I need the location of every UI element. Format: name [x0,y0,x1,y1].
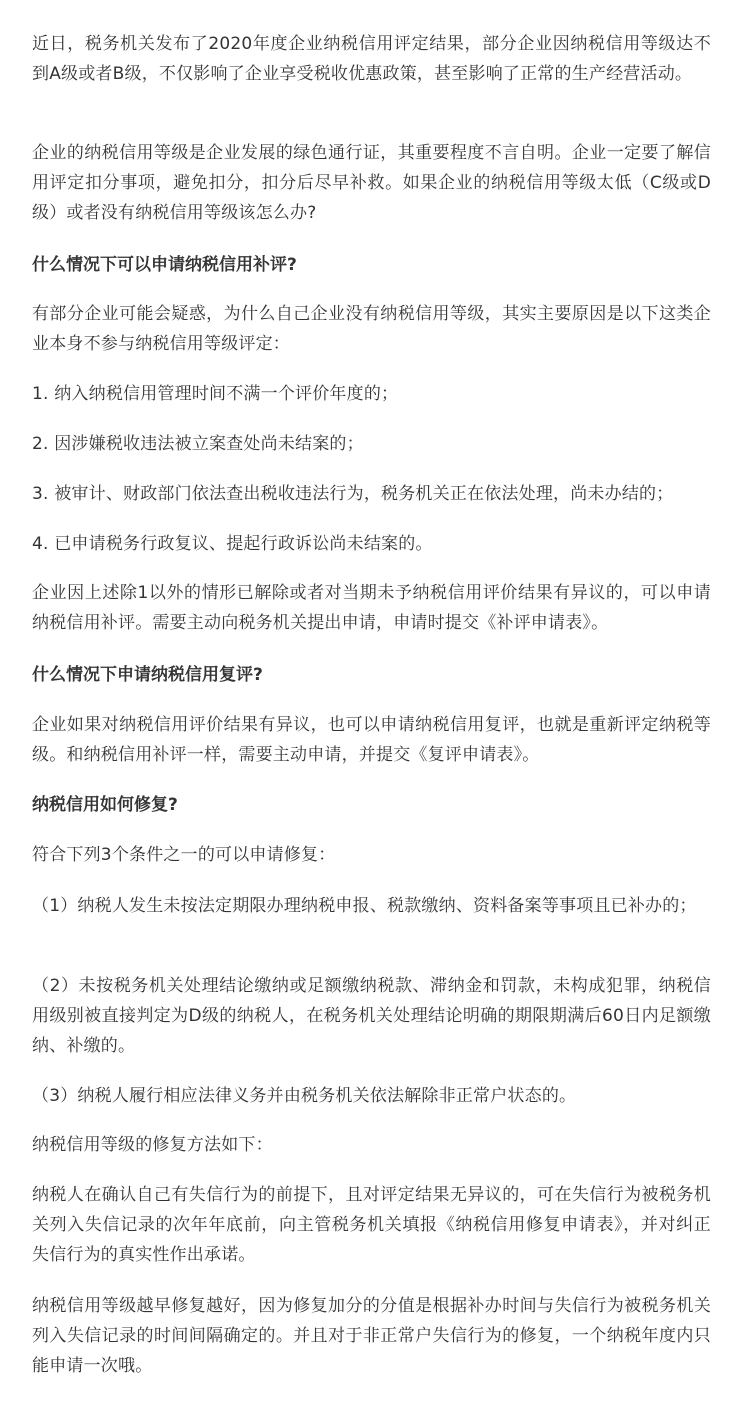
list-item: 2. 因涉嫌税收违法被立案查处尚未结案的； [32,434,364,454]
paragraph-intro: 近日，税务机关发布了2020年度企业纳税信用评定结果，部分企业因纳税信用等级达不到A级或者B级，不仅影响了企业享受税收优惠政策，甚至影响了正常的生产经营活动。 [32,34,711,84]
paragraph-reasons-intro: 有部分企业可能会疑惑，为什么自己企业没有纳税信用等级，其实主要原因是以下这类企业本身不参与纳税信用等级评定： [32,304,711,354]
list-item: 3. 被审计、财政部门依法查出税收违法行为，税务机关正在依法处理，尚未办结的； [32,484,674,504]
list-item: （1）纳税人发生未按法定期限办理纳税申报、税款缴纳、资料备案等事项且已补办的； [32,896,697,916]
list-item: （2）未按税务机关处理结论缴纳或足额缴纳税款、滞纳金和罚款，未构成犯罪，纳税信用级别被直接判定为D级的纳税人，在税务机关处理结论明确的期限期满后60日内足额缴纳、补缴的。 [32,976,711,1056]
paragraph-repair-method-intro: 纳税信用等级的修复方法如下： [32,1135,273,1155]
heading-re-evaluation: 什么情况下申请纳税信用复评? [32,665,263,685]
paragraph-repair-conditions: 符合下列3个条件之一的可以申请修复： [32,845,336,865]
list-item: 4. 已申请税务行政复议、提起行政诉讼尚未结案的。 [32,534,433,554]
paragraph-credit-importance: 企业的纳税信用等级是企业发展的绿色通行证，其重要程度不言自明。企业一定要了解信用评定扣分事项，避免扣分，扣分后尽早补救。如果企业的纳税信用等级太低（C级或D级）或者没有纳税信用等级该怎么办? [32,143,711,223]
heading-credit-repair: 纳税信用如何修复? [32,795,178,815]
list-item: （3）纳税人履行相应法律义务并由税务机关依法解除非正常户状态的。 [32,1086,577,1106]
paragraph-supplementary-apply: 企业因上述除1以外的情形已解除或者对当期未予纳税信用评价结果有异议的，可以申请纳税信用补评。需要主动向税务机关提出申请，申请时提交《补评申请表》。 [32,583,711,633]
list-item: 1. 纳入纳税信用管理时间不满一个评价年度的； [32,384,399,404]
paragraph-repair-method: 纳税人在确认自己有失信行为的前提下，且对评定结果无异议的，可在失信行为被税务机关列入失信记录的次年年底前，向主管税务机关填报《纳税信用修复申请表》，并对纠正失信行为的真实性作出承诺。 [32,1185,711,1265]
paragraph-re-evaluation: 企业如果对纳税信用评价结果有异议，也可以申请纳税信用复评，也就是重新评定纳税等级。和纳税信用补评一样，需要主动申请，并提交《复评申请表》。 [32,715,711,765]
paragraph-repair-timing: 纳税信用等级越早修复越好，因为修复加分的分值是根据补办时间与失信行为被税务机关列入失信记录的时间间隔确定的。并且对于非正常户失信行为的修复，一个纳税年度内只能申请一次哦。 [32,1296,711,1376]
heading-supplementary-evaluation: 什么情况下可以申请纳税信用补评? [32,255,297,275]
